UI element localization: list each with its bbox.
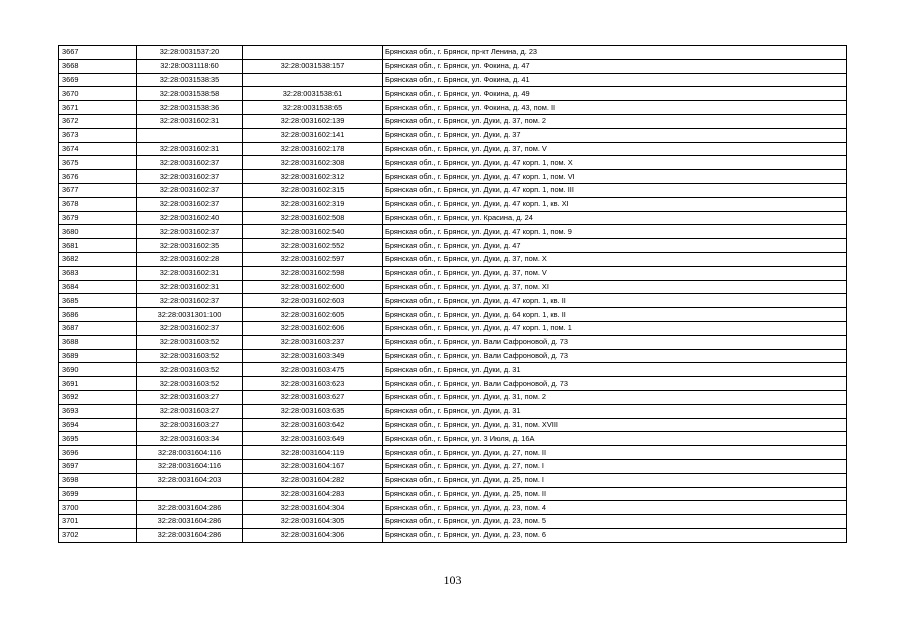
row-number-cell: 3701: [59, 515, 137, 529]
land-cadastral-number-cell: 32:28:0031301:100: [137, 308, 243, 322]
land-cadastral-number-cell: 32:28:0031603:52: [137, 335, 243, 349]
address-cell: Брянская обл., г. Брянск, ул. Дуки, д. 23, пом. 5: [383, 515, 847, 529]
address-cell: Брянская обл., г. Брянск, ул. Фокина, д. 41: [383, 73, 847, 87]
table-row: [59, 114, 847, 128]
address-cell: Брянская обл., г. Брянск, ул. Дуки, д. 47 корп. 1, пом. X: [383, 156, 847, 170]
row-number-cell: 3694: [59, 418, 137, 432]
row-number-cell: 3684: [59, 280, 137, 294]
land-cadastral-number-cell: 32:28:0031604:203: [137, 473, 243, 487]
land-cadastral-number-cell: 32:28:0031602:37: [137, 170, 243, 184]
address-cell: Брянская обл., г. Брянск, ул. 3 Июля, д. 16А: [383, 432, 847, 446]
table-row: [59, 446, 847, 460]
building-cadastral-number-cell: 32:28:0031602:552: [243, 239, 383, 253]
building-cadastral-number-cell: 32:28:0031603:635: [243, 404, 383, 418]
address-cell: Брянская обл., г. Брянск, ул. Дуки, д. 31: [383, 404, 847, 418]
building-cadastral-number-cell: 32:28:0031602:139: [243, 114, 383, 128]
row-number-cell: 3682: [59, 252, 137, 266]
address-cell: Брянская обл., г. Брянск, ул. Дуки, д. 31: [383, 363, 847, 377]
table-row: [59, 349, 847, 363]
building-cadastral-number-cell: [243, 46, 383, 60]
row-number-cell: 3691: [59, 377, 137, 391]
address-cell: Брянская обл., г. Брянск, ул. Красина, д. 24: [383, 211, 847, 225]
land-cadastral-number-cell: 32:28:0031118:60: [137, 59, 243, 73]
table-row: [59, 308, 847, 322]
building-cadastral-number-cell: 32:28:0031604:167: [243, 459, 383, 473]
address-cell: Брянская обл., г. Брянск, ул. Дуки, д. 37, пом. XI: [383, 280, 847, 294]
row-number-cell: 3683: [59, 266, 137, 280]
row-number-cell: 3679: [59, 211, 137, 225]
table-row: [59, 418, 847, 432]
row-number-cell: 3687: [59, 321, 137, 335]
address-cell: Брянская обл., г. Брянск, ул. Дуки, д. 47 корп. 1, кв. II: [383, 294, 847, 308]
building-cadastral-number-cell: 32:28:0031602:141: [243, 128, 383, 142]
building-cadastral-number-cell: 32:28:0031604:282: [243, 473, 383, 487]
row-number-cell: 3693: [59, 404, 137, 418]
land-cadastral-number-cell: 32:28:0031602:31: [137, 114, 243, 128]
address-cell: Брянская обл., г. Брянск, ул. Фокина, д. 43, пом. II: [383, 101, 847, 115]
table-row: [59, 432, 847, 446]
land-cadastral-number-cell: 32:28:0031602:35: [137, 239, 243, 253]
building-cadastral-number-cell: 32:28:0031603:623: [243, 377, 383, 391]
row-number-cell: 3680: [59, 225, 137, 239]
table-row: [59, 266, 847, 280]
row-number-cell: 3669: [59, 73, 137, 87]
land-cadastral-number-cell: 32:28:0031603:52: [137, 377, 243, 391]
building-cadastral-number-cell: 32:28:0031602:312: [243, 170, 383, 184]
address-cell: Брянская обл., г. Брянск, ул. Дуки, д. 47 корп. 1, пом. VI: [383, 170, 847, 184]
row-number-cell: 3692: [59, 390, 137, 404]
table-row: [59, 46, 847, 60]
building-cadastral-number-cell: 32:28:0031602:597: [243, 252, 383, 266]
table-row: [59, 363, 847, 377]
land-cadastral-number-cell: 32:28:0031602:28: [137, 252, 243, 266]
row-number-cell: 3690: [59, 363, 137, 377]
land-cadastral-number-cell: 32:28:0031602:31: [137, 142, 243, 156]
row-number-cell: 3678: [59, 197, 137, 211]
row-number-cell: 3696: [59, 446, 137, 460]
table-row: [59, 335, 847, 349]
table-row: [59, 294, 847, 308]
table-row: [59, 473, 847, 487]
table-row: [59, 390, 847, 404]
address-cell: Брянская обл., г. Брянск, пр-кт Ленина, д. 23: [383, 46, 847, 60]
address-cell: Брянская обл., г. Брянск, ул. Дуки, д. 47: [383, 239, 847, 253]
building-cadastral-number-cell: 32:28:0031602:600: [243, 280, 383, 294]
table-row: [59, 211, 847, 225]
row-number-cell: 3677: [59, 183, 137, 197]
building-cadastral-number-cell: 32:28:0031602:178: [243, 142, 383, 156]
address-cell: Брянская обл., г. Брянск, ул. Дуки, д. 47 корп. 1, пом. III: [383, 183, 847, 197]
address-cell: Брянская обл., г. Брянск, ул. Вали Сафроновой, д. 73: [383, 335, 847, 349]
land-cadastral-number-cell: 32:28:0031603:52: [137, 363, 243, 377]
table-row: [59, 377, 847, 391]
table-row: [59, 197, 847, 211]
building-cadastral-number-cell: 32:28:0031538:157: [243, 59, 383, 73]
address-cell: Брянская обл., г. Брянск, ул. Дуки, д. 37, пом. X: [383, 252, 847, 266]
table-row: [59, 142, 847, 156]
address-cell: Брянская обл., г. Брянск, ул. Дуки, д. 25, пом. I: [383, 473, 847, 487]
records-table-body: [59, 46, 847, 543]
land-cadastral-number-cell: 32:28:0031603:27: [137, 404, 243, 418]
table-row: [59, 252, 847, 266]
building-cadastral-number-cell: 32:28:0031602:606: [243, 321, 383, 335]
address-cell: Брянская обл., г. Брянск, ул. Вали Сафроновой, д. 73: [383, 349, 847, 363]
row-number-cell: 3700: [59, 501, 137, 515]
building-cadastral-number-cell: 32:28:0031604:306: [243, 528, 383, 542]
row-number-cell: 3671: [59, 101, 137, 115]
land-cadastral-number-cell: 32:28:0031602:37: [137, 294, 243, 308]
building-cadastral-number-cell: 32:28:0031604:119: [243, 446, 383, 460]
row-number-cell: 3673: [59, 128, 137, 142]
land-cadastral-number-cell: 32:28:0031602:31: [137, 280, 243, 294]
land-cadastral-number-cell: 32:28:0031603:34: [137, 432, 243, 446]
building-cadastral-number-cell: [243, 73, 383, 87]
land-cadastral-number-cell: [137, 128, 243, 142]
building-cadastral-number-cell: 32:28:0031538:65: [243, 101, 383, 115]
land-cadastral-number-cell: 32:28:0031602:37: [137, 156, 243, 170]
table-row: [59, 459, 847, 473]
table-row: [59, 170, 847, 184]
building-cadastral-number-cell: 32:28:0031602:603: [243, 294, 383, 308]
records-table: [58, 45, 847, 543]
row-number-cell: 3695: [59, 432, 137, 446]
table-row: [59, 73, 847, 87]
land-cadastral-number-cell: 32:28:0031604:286: [137, 515, 243, 529]
table-row: [59, 239, 847, 253]
row-number-cell: 3688: [59, 335, 137, 349]
address-cell: Брянская обл., г. Брянск, ул. Фокина, д. 49: [383, 87, 847, 101]
row-number-cell: 3674: [59, 142, 137, 156]
row-number-cell: 3668: [59, 59, 137, 73]
table-row: [59, 225, 847, 239]
address-cell: Брянская обл., г. Брянск, ул. Дуки, д. 37: [383, 128, 847, 142]
land-cadastral-number-cell: 32:28:0031603:27: [137, 418, 243, 432]
address-cell: Брянская обл., г. Брянск, ул. Дуки, д. 37, пом. V: [383, 266, 847, 280]
address-cell: Брянская обл., г. Брянск, ул. Дуки, д. 37, пом. 2: [383, 114, 847, 128]
land-cadastral-number-cell: 32:28:0031602:37: [137, 197, 243, 211]
building-cadastral-number-cell: 32:28:0031603:649: [243, 432, 383, 446]
row-number-cell: 3702: [59, 528, 137, 542]
land-cadastral-number-cell: 32:28:0031602:37: [137, 225, 243, 239]
land-cadastral-number-cell: 32:28:0031602:37: [137, 183, 243, 197]
page-number: 103: [443, 573, 462, 587]
building-cadastral-number-cell: 32:28:0031602:508: [243, 211, 383, 225]
building-cadastral-number-cell: 32:28:0031602:308: [243, 156, 383, 170]
land-cadastral-number-cell: 32:28:0031604:116: [137, 446, 243, 460]
land-cadastral-number-cell: 32:28:0031602:31: [137, 266, 243, 280]
row-number-cell: 3676: [59, 170, 137, 184]
address-cell: Брянская обл., г. Брянск, ул. Дуки, д. 47 корп. 1, пом. 1: [383, 321, 847, 335]
building-cadastral-number-cell: 32:28:0031602:598: [243, 266, 383, 280]
row-number-cell: 3689: [59, 349, 137, 363]
land-cadastral-number-cell: 32:28:0031602:40: [137, 211, 243, 225]
building-cadastral-number-cell: 32:28:0031604:283: [243, 487, 383, 501]
land-cadastral-number-cell: 32:28:0031602:37: [137, 321, 243, 335]
row-number-cell: 3685: [59, 294, 137, 308]
land-cadastral-number-cell: 32:28:0031538:36: [137, 101, 243, 115]
building-cadastral-number-cell: 32:28:0031603:642: [243, 418, 383, 432]
address-cell: Брянская обл., г. Брянск, ул. Вали Сафроновой, д. 73: [383, 377, 847, 391]
row-number-cell: 3681: [59, 239, 137, 253]
land-cadastral-number-cell: 32:28:0031603:27: [137, 390, 243, 404]
table-row: [59, 280, 847, 294]
building-cadastral-number-cell: 32:28:0031603:475: [243, 363, 383, 377]
row-number-cell: 3670: [59, 87, 137, 101]
table-row: [59, 515, 847, 529]
address-cell: Брянская обл., г. Брянск, ул. Дуки, д. 47 корп. 1, кв. XI: [383, 197, 847, 211]
row-number-cell: 3699: [59, 487, 137, 501]
building-cadastral-number-cell: 32:28:0031602:315: [243, 183, 383, 197]
address-cell: Брянская обл., г. Брянск, ул. Дуки, д. 27, пом. II: [383, 446, 847, 460]
table-row: [59, 156, 847, 170]
table-row: [59, 487, 847, 501]
address-cell: Брянская обл., г. Брянск, ул. Дуки, д. 47 корп. 1, пом. 9: [383, 225, 847, 239]
table-row: [59, 183, 847, 197]
building-cadastral-number-cell: 32:28:0031603:237: [243, 335, 383, 349]
address-cell: Брянская обл., г. Брянск, ул. Фокина, д. 47: [383, 59, 847, 73]
address-cell: Брянская обл., г. Брянск, ул. Дуки, д. 27, пом. I: [383, 459, 847, 473]
land-cadastral-number-cell: 32:28:0031538:58: [137, 87, 243, 101]
building-cadastral-number-cell: 32:28:0031602:605: [243, 308, 383, 322]
row-number-cell: 3672: [59, 114, 137, 128]
building-cadastral-number-cell: 32:28:0031604:305: [243, 515, 383, 529]
row-number-cell: 3698: [59, 473, 137, 487]
address-cell: Брянская обл., г. Брянск, ул. Дуки, д. 64 корп. 1, кв. II: [383, 308, 847, 322]
building-cadastral-number-cell: 32:28:0031602:319: [243, 197, 383, 211]
address-cell: Брянская обл., г. Брянск, ул. Дуки, д. 31, пом. XVIII: [383, 418, 847, 432]
row-number-cell: 3667: [59, 46, 137, 60]
address-cell: Брянская обл., г. Брянск, ул. Дуки, д. 25, пом. II: [383, 487, 847, 501]
address-cell: Брянская обл., г. Брянск, ул. Дуки, д. 31, пом. 2: [383, 390, 847, 404]
row-number-cell: 3675: [59, 156, 137, 170]
table-row: [59, 501, 847, 515]
land-cadastral-number-cell: 32:28:0031604:116: [137, 459, 243, 473]
row-number-cell: 3686: [59, 308, 137, 322]
table-row: [59, 528, 847, 542]
building-cadastral-number-cell: 32:28:0031603:627: [243, 390, 383, 404]
land-cadastral-number-cell: 32:28:0031604:286: [137, 501, 243, 515]
address-cell: Брянская обл., г. Брянск, ул. Дуки, д. 37, пом. V: [383, 142, 847, 156]
address-cell: Брянская обл., г. Брянск, ул. Дуки, д. 23, пом. 6: [383, 528, 847, 542]
building-cadastral-number-cell: 32:28:0031604:304: [243, 501, 383, 515]
table-row: [59, 128, 847, 142]
address-cell: Брянская обл., г. Брянск, ул. Дуки, д. 23, пом. 4: [383, 501, 847, 515]
building-cadastral-number-cell: 32:28:0031602:540: [243, 225, 383, 239]
land-cadastral-number-cell: [137, 487, 243, 501]
land-cadastral-number-cell: 32:28:0031604:286: [137, 528, 243, 542]
land-cadastral-number-cell: 32:28:0031537:20: [137, 46, 243, 60]
land-cadastral-number-cell: 32:28:0031538:35: [137, 73, 243, 87]
table-row: [59, 101, 847, 115]
building-cadastral-number-cell: 32:28:0031603:349: [243, 349, 383, 363]
table-row: [59, 59, 847, 73]
table-row: [59, 404, 847, 418]
table-row: [59, 87, 847, 101]
row-number-cell: 3697: [59, 459, 137, 473]
table-row: [59, 321, 847, 335]
building-cadastral-number-cell: 32:28:0031538:61: [243, 87, 383, 101]
land-cadastral-number-cell: 32:28:0031603:52: [137, 349, 243, 363]
